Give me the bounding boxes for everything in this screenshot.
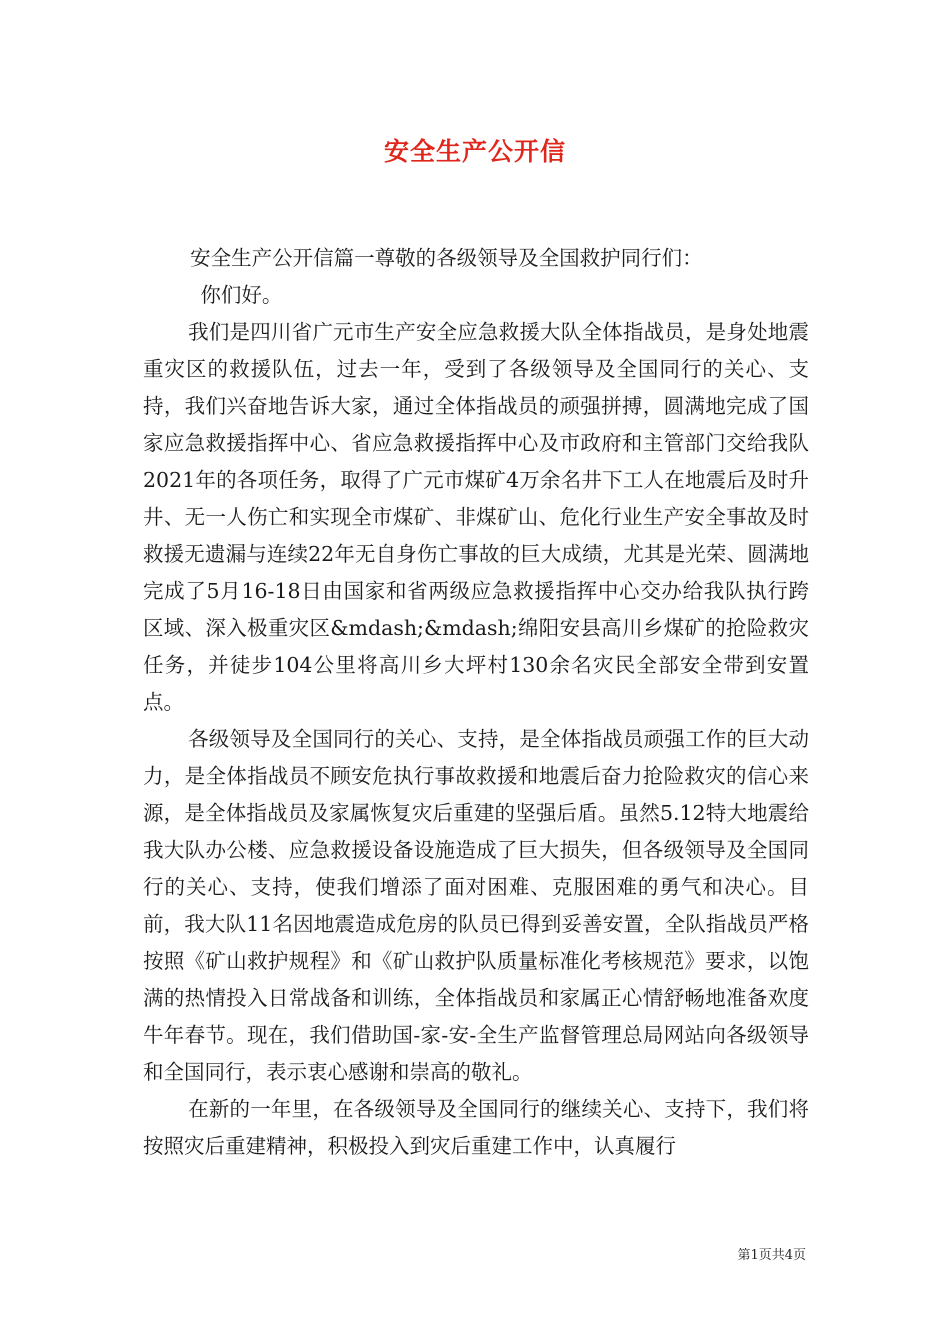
- paragraph-greeting: 你们好。: [200, 283, 283, 307]
- paragraph-achievements: 我们是四川省广元市生产安全应急救援大队全体指战员，是身处地震重灾区的救援队伍，过去一年，受到了各级领导及全国同行的关心、支持，我们兴奋地告诉大家，通过全体指战员的顽强拼搏，圆满地完成了国家应急救援指挥中心、省应急救援指挥中心及市政府和主管部门交给我队2021年的各项任务，取得了广元市煤矿4万余名井下工人在地震后及时升井、无一人伤亡和实现全市煤矿、非煤矿山、危化行业生产安全事故及时救援无遗漏与连续22年无自身伤亡事故的巨大成绩，尤其是光荣、圆满地完成了5月16-18日由国家和省两级应急救援指挥中心交办给我队执行跨区域、深入极重灾区&mdash;&mdash;绵阳安县高川乡煤矿的抢险救灾任务，并徒步104公里将高川乡大坪村130余名灾民全部安全带到安置点。: [143, 320, 809, 714]
- page-number: 第1页共4页: [737, 1248, 806, 1263]
- document-title: 安全生产公开信: [383, 137, 566, 166]
- paragraph-opening: 安全生产公开信篇一尊敬的各级领导及全国救护同行们：: [190, 246, 703, 270]
- document-body: [143, 240, 809, 1165]
- paragraph-new-year: 在新的一年里，在各级领导及全国同行的继续关心、支持下，我们将按照灾后重建精神，积极投入到灾后重建工作中，认真履行: [143, 1097, 809, 1158]
- paragraph-gratitude: 各级领导及全国同行的关心、支持，是全体指战员顽强工作的巨大动力，是全体指战员不顾安危执行事故救援和地震后奋力抢险救灾的信心来源，是全体指战员及家属恢复灾后重建的坚强后盾。虽然5.12特大地震给我大队办公楼、应急救援设备设施造成了巨大损失，但各级领导及全国同行的关心、支持，使我们增添了面对困难、克服困难的勇气和决心。目前，我大队11名因地震造成危房的队员已得到妥善安置，全队指战员严格按照《矿山救护规程》和《矿山救护队质量标准化考核规范》要求，以饱满的热情投入日常战备和训练，全体指战员和家属正心情舒畅地准备欢度牛年春节。现在，我们借助国-家-安-全生产监督管理总局网站向各级领导和全国同行，表示衷心感谢和崇高的敬礼。: [143, 727, 809, 1084]
